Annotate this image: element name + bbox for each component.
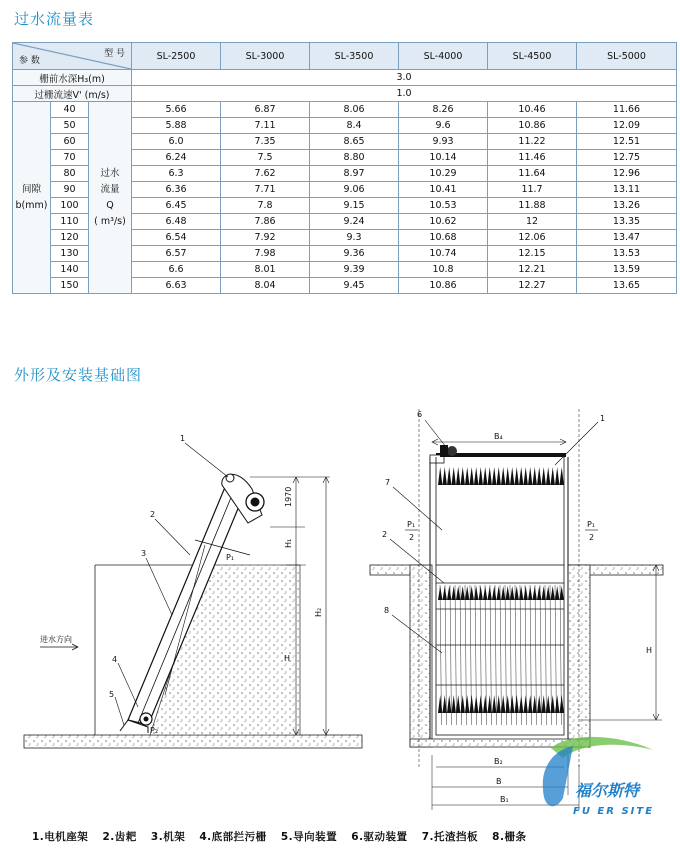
rake-tooth (533, 586, 537, 600)
screen-bar (460, 585, 462, 725)
rake-tooth (551, 467, 555, 485)
gap-cell: 150 (51, 278, 89, 294)
rake-tooth (555, 586, 559, 600)
flow-value-cell: 10.86 (488, 118, 577, 134)
front-callout-6: 6 (417, 410, 423, 419)
rake-tooth (447, 695, 451, 713)
dim-b: B (496, 777, 502, 786)
flow-value-cell: 9.36 (310, 246, 399, 262)
flow-value-cell: 7.71 (221, 182, 310, 198)
rake-tooth (452, 467, 456, 485)
flow-value-cell: 10.68 (399, 230, 488, 246)
front-callout-2: 2 (382, 530, 388, 539)
rake-tooth (546, 695, 550, 713)
flow-value-cell: 10.29 (399, 166, 488, 182)
gap-cell: 140 (51, 262, 89, 278)
flow-value-cell: 7.11 (221, 118, 310, 134)
rake-tooth (551, 586, 555, 600)
flow-label: ( m³/s) (94, 215, 126, 227)
flow-value-cell: 11.46 (488, 150, 577, 166)
flow-label: 过水 (100, 167, 120, 179)
rake-tooth (501, 695, 505, 713)
flow-value-cell: 13.65 (577, 278, 677, 294)
rake-tooth (452, 695, 456, 713)
flow-value-cell: 13.26 (577, 198, 677, 214)
rake-tooth (497, 467, 501, 485)
rake-tooth (497, 695, 501, 713)
rake-tooth (528, 695, 532, 713)
dim-b1: B₁ (500, 795, 509, 804)
rake-tooth (560, 467, 564, 485)
flow-value-cell: 6.87 (221, 102, 310, 118)
rake-tooth (501, 467, 505, 485)
flow-value-cell: 11.22 (488, 134, 577, 150)
rake-tooth (533, 467, 537, 485)
flow-value-cell: 5.66 (132, 102, 221, 118)
flow-value-cell: 12.06 (488, 230, 577, 246)
legend-item: 7.托渣挡板 (421, 831, 479, 843)
p2-label: P₂ (150, 726, 159, 735)
rake-tooth (524, 467, 528, 485)
screen-bar (545, 585, 547, 725)
table-row (13, 102, 677, 118)
flow-value-cell: 10.46 (488, 102, 577, 118)
drawing-title: 外形及安装基础图 (14, 366, 143, 384)
rake-tooth (447, 586, 451, 600)
flow-value-cell: 10.62 (399, 214, 488, 230)
rake-tooth (515, 467, 519, 485)
gap-cell: 130 (51, 246, 89, 262)
floor-slab (24, 735, 362, 748)
flow-value-cell: 8.26 (399, 102, 488, 118)
rake-tooth (447, 467, 451, 485)
gap-cell: 40 (51, 102, 89, 118)
legend-item: 6.驱动装置 (351, 831, 408, 843)
gap-cell: 70 (51, 150, 89, 166)
legend (32, 829, 536, 844)
p1-right: P₁ (587, 520, 596, 529)
flow-value-cell: 7.8 (221, 198, 310, 214)
flow-value-cell: 6.0 (132, 134, 221, 150)
flow-value-cell: 7.92 (221, 230, 310, 246)
legend-item: 4.底部拦污栅 (199, 831, 267, 843)
rake-tooth (510, 695, 514, 713)
gap-cell: 110 (51, 214, 89, 230)
rake-tooth (510, 586, 514, 600)
rake-tooth (474, 586, 478, 600)
rake-tooth (524, 586, 528, 600)
flow-value-cell: 12 (488, 214, 577, 230)
flow-value-cell: 9.15 (310, 198, 399, 214)
velocity-label: 过栅流速V' (m/s) (13, 86, 132, 102)
p1-left: P₁ (407, 520, 416, 529)
gap-label-1: 间隙 (21, 183, 41, 195)
gap-cell: 120 (51, 230, 89, 246)
rake-tooth (461, 586, 465, 600)
rake-tooth (465, 467, 469, 485)
rake-tooth (506, 467, 510, 485)
rake-tooth (555, 467, 559, 485)
rake-tooth (483, 467, 487, 485)
rake-tooth (560, 695, 564, 713)
rake-tooth (492, 695, 496, 713)
model-header: SL-3000 (221, 43, 310, 70)
rake-tooth (483, 586, 487, 600)
gap-cell: 100 (51, 198, 89, 214)
drive-motor (447, 446, 457, 456)
dim-h2: H₂ (314, 607, 323, 617)
flow-value-cell: 10.8 (399, 262, 488, 278)
rake-tooth (555, 695, 559, 713)
flow-value-cell: 12.75 (577, 150, 677, 166)
rake-tooth (479, 695, 483, 713)
front-callout-8: 8 (384, 606, 390, 615)
flow-value-cell: 11.88 (488, 198, 577, 214)
flow-value-cell: 6.54 (132, 230, 221, 246)
screen-bar (505, 585, 507, 725)
rake-tooth (519, 586, 523, 600)
rake-tooth (546, 467, 550, 485)
flow-value-cell: 6.3 (132, 166, 221, 182)
model-header: SL-4000 (399, 43, 488, 70)
flow-value-cell: 7.98 (221, 246, 310, 262)
left-wall (410, 565, 432, 747)
flow-value-cell: 13.59 (577, 262, 677, 278)
depth-label: 栅前水深H₃(m) (13, 70, 132, 86)
flow-value-cell: 13.35 (577, 214, 677, 230)
dim-h1: H₁ (284, 538, 293, 548)
callout-4: 4 (112, 655, 118, 664)
rake-tooth (465, 695, 469, 713)
flow-value-cell: 8.04 (221, 278, 310, 294)
flow-value-cell: 11.66 (577, 102, 677, 118)
rake-tooth (488, 586, 492, 600)
rake-tooth (483, 695, 487, 713)
flow-value-cell: 6.48 (132, 214, 221, 230)
flow-group-label (89, 102, 132, 294)
rake-tooth (479, 586, 483, 600)
rake-tooth (537, 467, 541, 485)
dim-h: H (284, 654, 291, 663)
rake-tooth (479, 467, 483, 485)
flow-value-cell: 9.6 (399, 118, 488, 134)
flow-value-cell: 13.47 (577, 230, 677, 246)
dim-b2: B₂ (494, 757, 503, 766)
flow-value-cell: 6.36 (132, 182, 221, 198)
rake-tooth (524, 695, 528, 713)
flow-value-cell: 7.5 (221, 150, 310, 166)
rake-tooth (528, 467, 532, 485)
callout-3: 3 (141, 549, 147, 558)
front-callout-1: 1 (600, 414, 606, 423)
rake-tooth (488, 467, 492, 485)
rake-tooth (492, 586, 496, 600)
logo-cn: 福尔斯特 (575, 781, 640, 800)
velocity-row (13, 86, 677, 102)
legend-item: 8.栅条 (492, 831, 527, 843)
callout-2: 2 (150, 510, 156, 519)
flow-label: Q (106, 199, 114, 211)
p1-right-den: 2 (589, 533, 595, 542)
rake-tooth (519, 695, 523, 713)
flow-value-cell: 9.3 (310, 230, 399, 246)
flow-value-cell: 8.80 (310, 150, 399, 166)
flow-value-cell: 13.11 (577, 182, 677, 198)
dim-b4: B₄ (494, 432, 503, 441)
flow-label: 流量 (100, 183, 120, 195)
p1-label: P₁ (226, 553, 235, 562)
screen-bar (550, 585, 552, 725)
rake-tooth (438, 695, 442, 713)
callout-1: 1 (180, 434, 186, 443)
rake-tooth (537, 695, 541, 713)
callout-5: 5 (109, 690, 115, 699)
rake-tooth (456, 467, 460, 485)
flow-value-cell: 9.06 (310, 182, 399, 198)
flow-value-cell: 10.74 (399, 246, 488, 262)
rake-tooth (461, 467, 465, 485)
flow-value-cell: 11.64 (488, 166, 577, 182)
dim-1970: 1970 (284, 486, 293, 507)
company-logo (533, 728, 673, 824)
flow-value-cell: 9.24 (310, 214, 399, 230)
gap-group-label (13, 102, 51, 294)
rake-tooth (443, 586, 447, 600)
flow-value-cell: 6.6 (132, 262, 221, 278)
rake-tooth (470, 695, 474, 713)
flow-table (12, 42, 677, 294)
rake-tooth (537, 586, 541, 600)
rake-tooth (542, 467, 546, 485)
model-header: SL-2500 (132, 43, 221, 70)
front-callout-7: 7 (385, 478, 391, 487)
rake-tooth (465, 586, 469, 600)
flow-value-cell: 5.88 (132, 118, 221, 134)
legend-item: 5.导向装置 (280, 831, 338, 843)
flow-value-cell: 7.86 (221, 214, 310, 230)
rake-tooth (515, 695, 519, 713)
header-row (13, 43, 677, 70)
rake-tooth (519, 467, 523, 485)
flow-value-cell: 10.41 (399, 182, 488, 198)
rake-tooth (438, 467, 442, 485)
rake-tooth (470, 467, 474, 485)
flow-value-cell: 12.15 (488, 246, 577, 262)
logo-en: FU ER SITE (573, 806, 655, 817)
gap-cell: 90 (51, 182, 89, 198)
flow-value-cell: 13.53 (577, 246, 677, 262)
flow-value-cell: 6.57 (132, 246, 221, 262)
model-header: SL-5000 (577, 43, 677, 70)
depth-value: 3.0 (132, 70, 677, 86)
flow-value-cell: 8.06 (310, 102, 399, 118)
gap-cell: 80 (51, 166, 89, 182)
legend-item: 1.电机座架 (32, 831, 89, 843)
flow-value-cell: 7.35 (221, 134, 310, 150)
header-diagonal-cell (13, 43, 132, 70)
flow-value-cell: 12.96 (577, 166, 677, 182)
screen-bar (500, 585, 502, 725)
flow-value-cell: 6.45 (132, 198, 221, 214)
rake-tooth (443, 467, 447, 485)
flow-value-cell: 9.93 (399, 134, 488, 150)
legend-item: 2.齿耙 (102, 831, 137, 843)
flow-value-cell: 12.51 (577, 134, 677, 150)
flow-value-cell: 8.01 (221, 262, 310, 278)
model-label: 型 号 (104, 49, 126, 59)
rake-tooth (456, 695, 460, 713)
flow-value-cell: 12.09 (577, 118, 677, 134)
flow-value-cell: 6.24 (132, 150, 221, 166)
rake-tooth (474, 467, 478, 485)
flow-value-cell: 10.14 (399, 150, 488, 166)
dim-h-front: H (646, 646, 653, 655)
p1-left-den: 2 (409, 533, 415, 542)
flow-value-cell: 9.39 (310, 262, 399, 278)
gap-cell: 50 (51, 118, 89, 134)
rake-tooth (510, 467, 514, 485)
model-header: SL-4500 (488, 43, 577, 70)
rake-tooth (542, 695, 546, 713)
rake-tooth (474, 695, 478, 713)
rake-tooth (528, 586, 532, 600)
model-header: SL-3500 (310, 43, 399, 70)
gap-cell: 60 (51, 134, 89, 150)
gap-label-2: b(mm) (15, 199, 48, 211)
flow-value-cell: 10.86 (399, 278, 488, 294)
legend-item: 3.机架 (150, 831, 186, 843)
param-label: 参 数 (19, 56, 40, 66)
flow-value-cell: 12.21 (488, 262, 577, 278)
flow-value-cell: 8.4 (310, 118, 399, 134)
screen-bar (455, 585, 457, 725)
flow-value-cell: 12.27 (488, 278, 577, 294)
rake-tooth (506, 586, 510, 600)
rake-tooth (438, 586, 442, 600)
flow-value-cell: 8.65 (310, 134, 399, 150)
flow-value-cell: 7.62 (221, 166, 310, 182)
flow-value-cell: 6.63 (132, 278, 221, 294)
velocity-value: 1.0 (132, 86, 677, 102)
flow-direction-label: 进水方向 (40, 635, 72, 644)
rake-tooth (492, 467, 496, 485)
side-view (24, 434, 362, 748)
flow-value-cell: 10.53 (399, 198, 488, 214)
depth-row (13, 70, 677, 86)
table-title: 过水流量表 (14, 10, 95, 28)
flow-value-cell: 9.45 (310, 278, 399, 294)
flow-value-cell: 11.7 (488, 182, 577, 198)
flow-value-cell: 8.97 (310, 166, 399, 182)
